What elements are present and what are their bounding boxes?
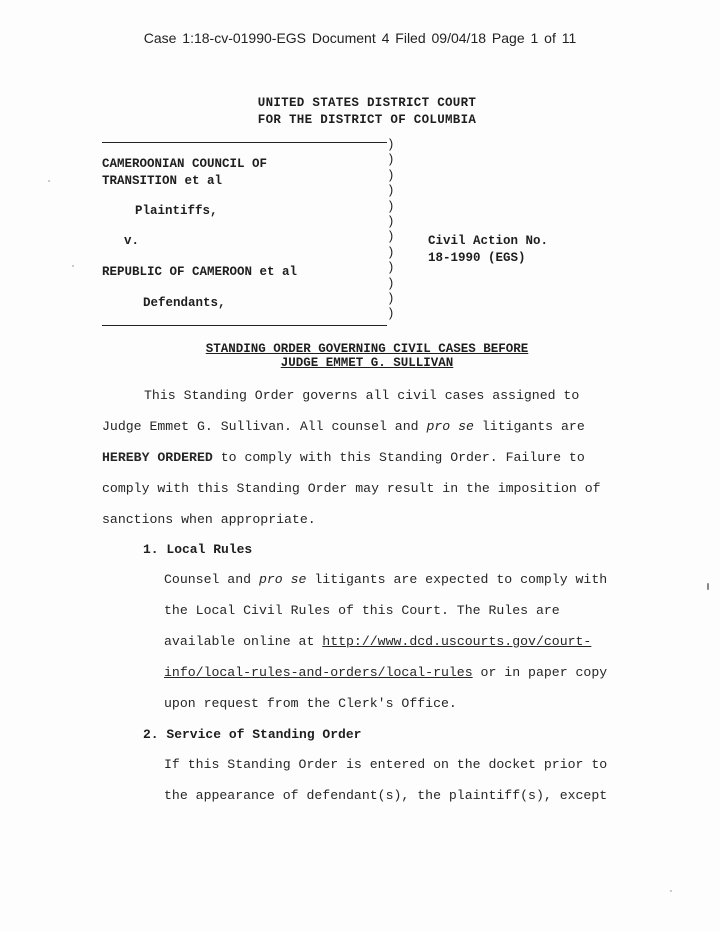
plaintiff-line-1: CAMEROONIAN COUNCIL OF bbox=[102, 157, 268, 171]
section-1-line-1: Counsel and pro se litigants are expected to comply with bbox=[164, 572, 608, 587]
intro-paragraph bbox=[102, 380, 601, 535]
section-1-body bbox=[164, 564, 607, 719]
section-2-heading: 2. Service of Standing Order bbox=[143, 727, 362, 742]
defendant-name: REPUBLIC OF CAMEROON et al bbox=[102, 265, 298, 279]
section-1-heading: 1. Local Rules bbox=[143, 542, 253, 557]
section-1-line-3: available online at http://www.dcd.uscourts.gov/court- bbox=[164, 634, 592, 649]
local-rules-link-part-1[interactable]: http://www.dcd.uscourts.gov/court- bbox=[322, 634, 592, 649]
civil-action-number: 18-1990 (EGS) bbox=[428, 251, 526, 265]
ecf-header: Case 1:18-cv-01990-EGS Document 4 Filed 09/04/18 Page 1 of 11 bbox=[143, 30, 577, 46]
caption-paren-column: ) ) ) ) ) ) ) ) ) ) ) ) bbox=[387, 138, 395, 322]
versus: v. bbox=[124, 234, 140, 248]
order-title-line-2: JUDGE EMMET G. SULLIVAN bbox=[280, 356, 454, 370]
plaintiff-line-2: TRANSITION et al bbox=[102, 174, 223, 188]
caption-top-rule bbox=[102, 142, 387, 143]
plaintiff-name bbox=[102, 156, 267, 190]
defendants-label: Defendants, bbox=[143, 296, 226, 310]
scan-speck bbox=[670, 890, 672, 892]
section-2-body bbox=[164, 749, 607, 811]
court-name bbox=[0, 95, 720, 129]
civil-action bbox=[428, 233, 548, 267]
caption-bottom-rule bbox=[102, 325, 387, 326]
court-line-1: UNITED STATES DISTRICT COURT bbox=[257, 96, 477, 110]
scan-speck bbox=[48, 180, 50, 182]
court-line-2: FOR THE DISTRICT OF COLUMBIA bbox=[257, 113, 477, 127]
plaintiffs-label: Plaintiffs, bbox=[135, 204, 218, 218]
intro-line-4: comply with this Standing Order may result in the imposition of bbox=[102, 481, 601, 496]
intro-line-1: This Standing Order governs all civil cases assigned to bbox=[144, 388, 580, 403]
section-1-line-5: upon request from the Clerk's Office. bbox=[164, 696, 457, 711]
pro-se-emphasis: pro se bbox=[258, 572, 307, 587]
section-2-line-1: If this Standing Order is entered on the docket prior to bbox=[164, 757, 608, 772]
order-title-line-1: STANDING ORDER GOVERNING CIVIL CASES BEFORE bbox=[205, 342, 529, 356]
section-2-line-2: the appearance of defendant(s), the plaintiff(s), except bbox=[164, 788, 608, 803]
pro-se-emphasis: pro se bbox=[426, 419, 474, 434]
local-rules-link-part-2[interactable]: info/local-rules-and-orders/local-rules bbox=[164, 665, 473, 680]
intro-line-2: Judge Emmet G. Sullivan. All counsel and pro se litigants are bbox=[102, 419, 585, 434]
section-1-line-2: the Local Civil Rules of this Court. The Rules are bbox=[164, 603, 560, 618]
order-title bbox=[0, 342, 720, 370]
section-1-line-4: info/local-rules-and-orders/local-rules or in paper copy bbox=[164, 665, 608, 680]
scan-mark bbox=[707, 583, 709, 590]
intro-line-5: sanctions when appropriate. bbox=[102, 512, 316, 527]
hereby-ordered: HEREBY ORDERED bbox=[102, 450, 213, 465]
civil-action-label: Civil Action No. bbox=[428, 234, 549, 248]
intro-line-3: HEREBY ORDERED to comply with this Standing Order. Failure to bbox=[102, 450, 585, 465]
scan-speck bbox=[72, 265, 74, 267]
